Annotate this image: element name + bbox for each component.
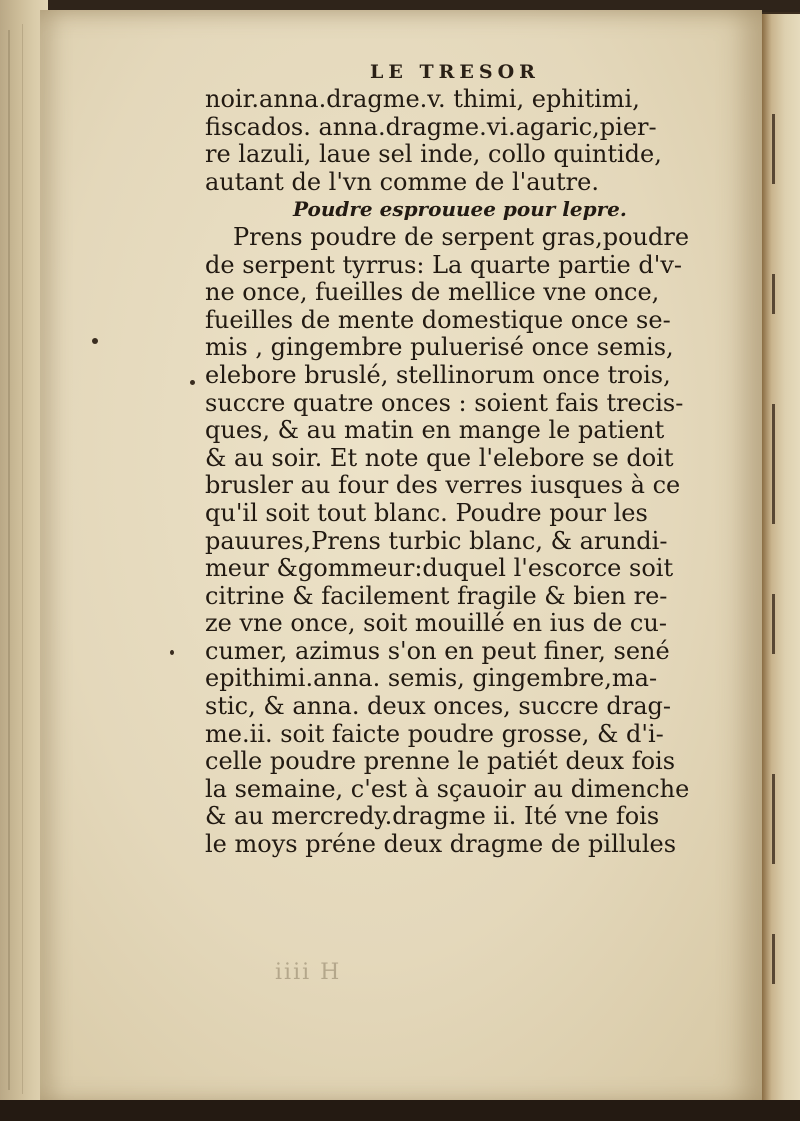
facing-page-edge [762,14,800,1104]
text-line: fiscados. anna.dragme.vi.agaric,pier- [205,112,657,141]
text-line: mis , gingembre puluerisé once semis, [205,333,674,362]
text-line: pauures,Prens turbic blanc, & arundi- [205,526,668,555]
text-line: autant de l'vn comme de l'autre. [205,167,599,196]
text-line: ques, & au matin en mange le patient [205,416,665,445]
text-line: citrine & facilement fragile & bien re- [205,581,668,610]
text-line: & au mercredy.dragme ii. Ité vne fois [205,802,660,831]
body-text [205,86,705,859]
signature-mark: iiii H [275,960,342,985]
text-line: noir.anna.dragme.v. thimi, ephitimi, [205,85,640,113]
text-line: Prens poudre de serpent gras,poudre [233,222,690,251]
text-line: fueilles de mente domestique once se- [205,305,671,334]
text-line: succre quatre onces : soient fais trecis- [205,388,684,417]
text-line: ne once, fueilles de mellice vne once, [205,278,660,307]
text-line: celle poudre prenne le patiét deux fois [205,747,676,776]
text-line: stic, & anna. deux onces, succre drag- [205,692,672,721]
facing-page-ink-bleed [768,74,792,1034]
text-line: le moys préne deux dragme de pillules [205,830,677,859]
text-line: re lazuli, laue sel inde, collo quintide, [205,140,662,169]
bottom-shadow [0,1100,800,1121]
text-line: meur &gommeur:duquel l'escorce soit [205,554,674,583]
section-heading: Poudre esprouuee pour lepre. [293,197,627,222]
margin-mark [170,650,174,655]
text-line: cumer, azimus s'on en peut finer, sené [205,636,670,665]
text-line: epithimi.anna. semis, gingembre,ma- [205,664,658,693]
text-line: me.ii. soit faicte poudre grosse, & d'i- [205,719,664,748]
margin-mark [92,338,98,344]
margin-mark [190,380,195,385]
text-line: la semaine, c'est à sçauoir au dimenche [205,774,690,803]
text-line: ze vne once, soit mouillé en ius de cu- [205,609,667,638]
text-line: elebore bruslé, stellinorum once trois, [205,360,671,389]
text-line: de serpent tyrrus: La quarte partie d'v- [205,250,682,279]
running-head: LE TRESOR [370,61,540,83]
text-line: brusler au four des verres iusques à ce [205,471,681,500]
text-line: & au soir. Et note que l'elebore se doit [205,443,674,472]
text-line: qu'il soit tout blanc. Poudre pour les [205,498,648,527]
